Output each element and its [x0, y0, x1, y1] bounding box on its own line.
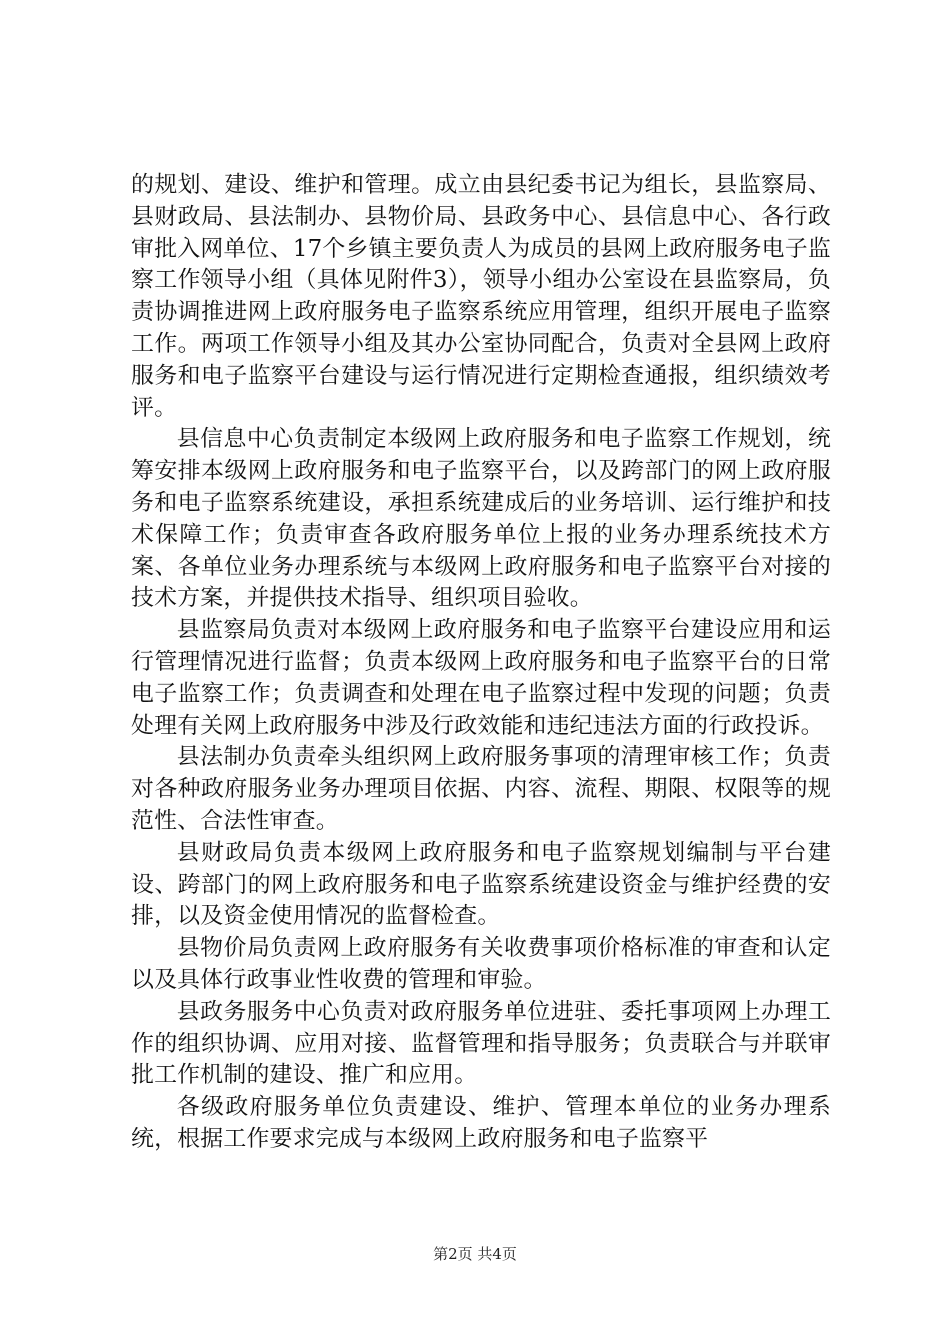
paragraph-4: 县法制办负责牵头组织网上政府服务事项的清理审核工作；负责对各种政府服务业务办理项目依据、内容、流程、期限、权限等的规范性、合法性审查。 [131, 744, 831, 834]
paragraph-6: 县物价局负责网上政府服务有关收费事项价格标准的审查和认定以及具体行政事业性收费的管理和审验。 [131, 935, 831, 993]
page-number-footer: 第2页 共4页 [433, 1245, 517, 1263]
paragraph-7: 县政务服务中心负责对政府服务单位进驻、委托事项网上办理工作的组织协调、应用对接、监督管理和指导服务；负责联合与并联审批工作机制的建设、推广和应用。 [131, 998, 831, 1089]
paragraph-3: 县监察局负责对本级网上政府服务和电子监察平台建设应用和运行管理情况进行监督；负责本级网上政府服务和电子监察平台的日常电子监察工作；负责调查和处理在电子监察过程中发现的问题；负责处理有关网上政府服务中涉及行政效能和违纪违法方面的行政投诉。 [131, 617, 831, 739]
paragraph-8: 各级政府服务单位负责建设、维护、管理本单位的业务办理系统，根据工作要求完成与本级网上政府服务和电子监察平 [131, 1094, 831, 1152]
document-body [131, 170, 831, 1156]
paragraph-5: 县财政局负责本级网上政府服务和电子监察规划编制与平台建设、跨部门的网上政府服务和电子监察系统建设资金与维护经费的安排，以及资金使用情况的监督检查。 [131, 839, 831, 930]
paragraph-1: 的规划、建设、维护和管理。成立由县纪委书记为组长，县监察局、县财政局、县法制办、县物价局、县政务中心、县信息中心、各行政审批入网单位、17个乡镇主要负责人为成员的县网上政府服务电子监察工作领导小组（具体见附件3），领导小组办公室设在县监察局，负责协调推进网上政府服务电子监察系统应用管理，组织开展电子监察工作。两项工作领导小组及其办公室协同配合，负责对全县网上政府服务和电子监察平台建设与运行情况进行定期检查通报，组织绩效考评。 [131, 172, 831, 421]
paragraph-2: 县信息中心负责制定本级网上政府服务和电子监察工作规划，统筹安排本级网上政府服务和电子监察平台，以及跨部门的网上政府服务和电子监察系统建设，承担系统建成后的业务培训、运行维护和技术保障工作；负责审查各政府服务单位上报的业务办理系统技术方案、各单位业务办理系统与本级网上政府服务和电子监察平台对接的技术方案，并提供技术指导、组织项目验收。 [131, 426, 831, 612]
